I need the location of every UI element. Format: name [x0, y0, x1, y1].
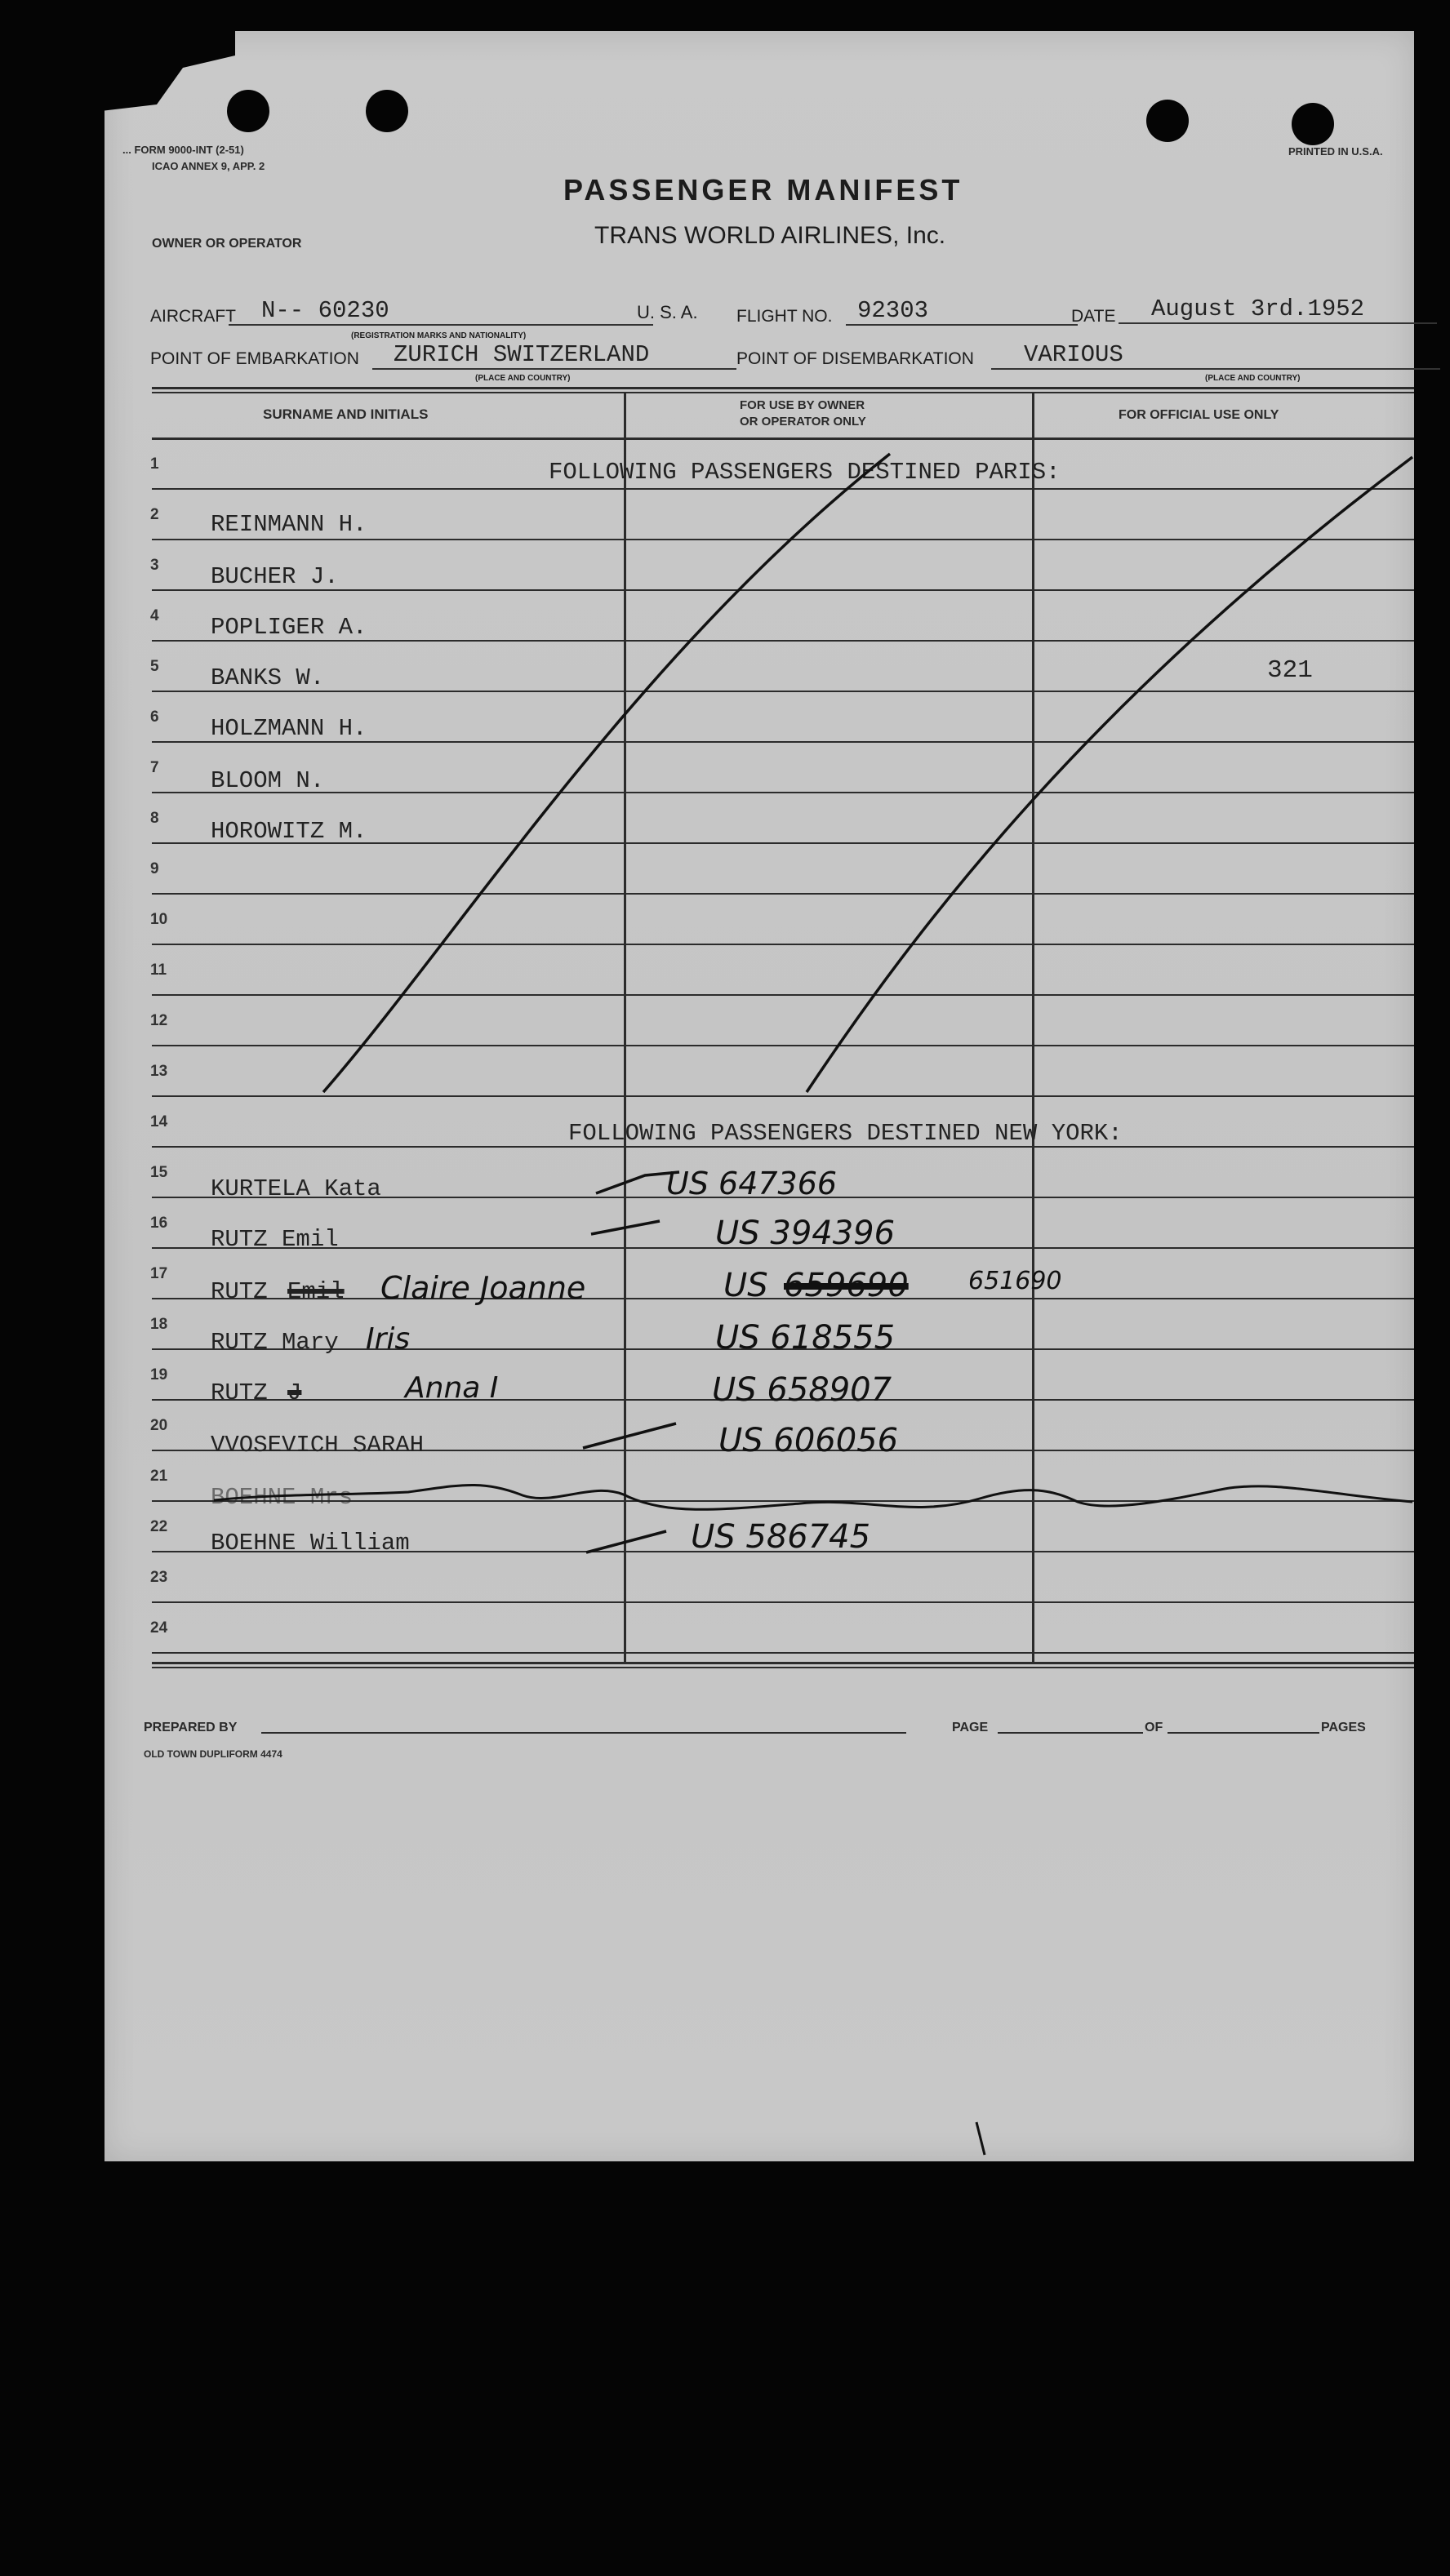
diagonal-cancel-stroke — [323, 454, 890, 1092]
disembark-value: VARIOUS — [991, 341, 1440, 370]
struck-name: Emil — [287, 1278, 345, 1305]
row-number: 21 — [150, 1468, 168, 1485]
embark-label: POINT OF EMBARKATION — [150, 349, 359, 368]
row-number: 5 — [150, 658, 159, 675]
row-number: 6 — [150, 708, 159, 726]
pages-label: PAGES — [1321, 1721, 1366, 1734]
row-number: 22 — [150, 1518, 168, 1535]
column-header-surname: SURNAME AND INITIALS — [263, 406, 429, 422]
diagonal-cancel-stroke — [807, 457, 1412, 1092]
row-number: 23 — [150, 1569, 168, 1586]
row-number: 20 — [150, 1417, 168, 1434]
company-name: TRANS WORLD AIRLINES, Inc. — [594, 222, 946, 249]
passport-number: US 394396 — [715, 1215, 896, 1252]
passenger-name: POPLIGER A. — [211, 614, 367, 641]
struck-passenger: BOEHNE Mrs — [211, 1484, 354, 1511]
prepared-by-label: PREPARED BY — [144, 1721, 238, 1734]
passport-number: US 647366 — [666, 1166, 838, 1201]
passport-number: US 586745 — [691, 1518, 871, 1556]
row-number: 10 — [150, 911, 168, 928]
row-number: 18 — [150, 1316, 168, 1333]
official-number: 321 — [1267, 656, 1313, 685]
page-label: PAGE — [952, 1721, 989, 1734]
column-header-owner-2: OR OPERATOR ONLY — [740, 415, 866, 429]
passport-prefix: US — [723, 1267, 768, 1304]
ink-mark — [976, 2122, 985, 2155]
heading-new-york: FOLLOWING PASSENGERS DESTINED NEW YORK: — [568, 1120, 1123, 1147]
struck-passport: 659690 — [784, 1267, 909, 1304]
disembark-note: (PLACE AND COUNTRY) — [1205, 374, 1301, 383]
aircraft-value: N-- 60230 — [229, 297, 653, 326]
icao-reference: ICAO ANNEX 9, APP. 2 — [152, 160, 265, 172]
check-tick — [596, 1172, 679, 1193]
printer-imprint: OLD TOWN DUPLIFORM 4474 — [144, 1748, 282, 1760]
heading-paris: FOLLOWING PASSENGERS DESTINED PARIS: — [549, 459, 1061, 486]
column-header-official: FOR OFFICIAL USE ONLY — [1119, 408, 1279, 422]
form-number: ... FORM 9000-INT (2-51) — [122, 144, 244, 156]
passport-number: US 618555 — [715, 1319, 896, 1357]
row-number: 2 — [150, 506, 159, 523]
passport-number: US 606056 — [718, 1422, 899, 1459]
nationality: U. S. A. — [637, 302, 698, 322]
row-number: 24 — [150, 1619, 168, 1637]
check-tick — [591, 1221, 660, 1234]
registration-note: (REGISTRATION MARKS AND NATIONALITY) — [351, 331, 527, 340]
disembark-label: POINT OF DISEMBARKATION — [736, 349, 974, 368]
passenger-name: BOEHNE William — [211, 1530, 410, 1557]
embark-note: (PLACE AND COUNTRY) — [475, 374, 571, 383]
passenger-name: BUCHER J. — [211, 563, 339, 590]
row-number: 11 — [150, 962, 167, 979]
passenger-name: VVOSEVICH SARAH — [211, 1432, 425, 1459]
row-number: 3 — [150, 557, 159, 574]
passenger-name: RUTZ Mary — [211, 1329, 339, 1356]
row-number: 9 — [150, 860, 159, 877]
row-number: 13 — [150, 1063, 168, 1080]
check-tick — [586, 1531, 666, 1552]
row-number: 14 — [150, 1113, 168, 1130]
printed-in: PRINTED IN U.S.A. — [1288, 145, 1383, 158]
row-number: 16 — [150, 1215, 168, 1232]
date-label: DATE — [1071, 307, 1116, 326]
passenger-name: BANKS W. — [211, 664, 325, 691]
passenger-name: HOROWITZ M. — [211, 818, 367, 845]
row-number: 7 — [150, 759, 159, 776]
row-number: 15 — [150, 1164, 168, 1181]
passenger-name: BLOOM N. — [211, 767, 325, 794]
handwritten-name: Claire Joanne — [380, 1270, 586, 1306]
column-header-owner-1: FOR USE BY OWNER — [740, 398, 865, 412]
passport-number: US 658907 — [712, 1371, 892, 1409]
flight-value: 92303 — [846, 297, 1078, 326]
handwritten-name: Iris — [366, 1322, 411, 1356]
aircraft-label: AIRCRAFT — [150, 307, 236, 326]
passenger-name: KURTELA Kata — [211, 1175, 381, 1202]
check-tick — [583, 1423, 676, 1448]
passenger-name: RUTZ — [211, 1379, 268, 1406]
row-number: 12 — [150, 1012, 168, 1029]
row-number: 4 — [150, 607, 159, 624]
of-label: OF — [1145, 1721, 1163, 1734]
passenger-name: HOLZMANN H. — [211, 715, 367, 742]
passenger-name: RUTZ — [211, 1278, 268, 1305]
struck-name: J — [287, 1379, 302, 1406]
passport-number: 651690 — [968, 1267, 1062, 1295]
date-value: August 3rd.1952 — [1119, 295, 1437, 324]
row-number: 1 — [150, 455, 159, 473]
row-number: 19 — [150, 1366, 168, 1383]
row-number: 8 — [150, 810, 159, 827]
wavy-strike-line — [214, 1485, 1412, 1509]
passenger-name: RUTZ Emil — [211, 1226, 339, 1253]
row-number: 17 — [150, 1265, 168, 1282]
owner-label: OWNER OR OPERATOR — [152, 237, 302, 251]
passenger-name: REINMANN H. — [211, 511, 367, 538]
handwritten-name: Anna I — [405, 1371, 499, 1405]
flight-label: FLIGHT NO. — [736, 307, 833, 326]
embark-value: ZURICH SWITZERLAND — [372, 341, 736, 370]
page-title: PASSENGER MANIFEST — [563, 173, 963, 207]
